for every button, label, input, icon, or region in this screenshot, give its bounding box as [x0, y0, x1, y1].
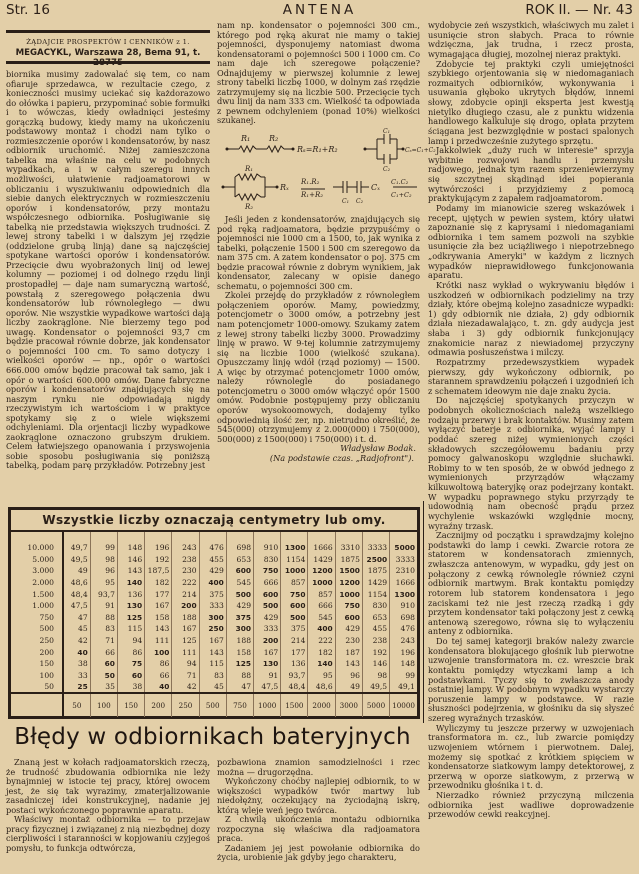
table-cell: 188 [226, 635, 253, 647]
table-cell: 167 [172, 623, 199, 635]
table-cell: 429 [226, 600, 253, 612]
row-label: 750 [11, 612, 63, 624]
table-cell: 1000 [308, 577, 335, 589]
row-label: 250 [11, 635, 63, 647]
table-cell: 99 [390, 670, 417, 682]
formula-cx-numerator: C₁.C₂ [391, 178, 409, 187]
table-cell: 143 [199, 646, 226, 658]
table-cell: 666 [308, 600, 335, 612]
article2-paragraph: Właściwy montaż odbiornika — to przejaw pracy fizycznej i związanej z nią niezbędnej dozy cierpliwości i staranności w kopjowaniu czyjegoś pomysłu, to funkcja odtwórcza, [6, 814, 210, 853]
row-label: 2.000 [11, 577, 63, 589]
table-cell: 42 [63, 635, 90, 647]
table-bottom-row [11, 693, 417, 717]
label-cx: Cₓ [371, 183, 380, 193]
table-cell: 40 [145, 681, 172, 693]
article2-paragraph: Wykończony choćby najlepiej odbiornik, to w większości wypadków twór martwy lub niedołężny, oczekujący na życiodajną iskrę, którą wleje weń jego twórca. [217, 776, 420, 815]
table-cell: 140 [308, 658, 335, 670]
table-cell: 3333 [390, 554, 417, 566]
table-cell: 111 [172, 646, 199, 658]
table-cell: 1500 [335, 565, 362, 577]
label-rx: Rₓ [280, 183, 289, 193]
table-cell: 99 [90, 542, 117, 554]
table-cell: 148 [117, 542, 144, 554]
ad-line-1: ŻĄDAJCIE PROSPEKTÓW I CENNIKÓW z 1. [26, 38, 190, 46]
table-cell: 830 [254, 554, 281, 566]
column-label: 1500 [281, 693, 308, 717]
table-cell: 192 [362, 646, 389, 658]
table-row [11, 554, 417, 566]
column-label: 5000 [362, 693, 389, 717]
article2-title: Błędy w odbiornikach bateryjnych [14, 724, 411, 750]
label-r1-parallel: R₁ [245, 165, 254, 174]
article2-paragraph: Rozpatrzmy przedewszystkiem wypadek pierwszy, gdy wykończony odbiornik, po starannem sprawdzeniu połączeń i uzgodnień ich z schematem ideowym nie daje znaku życia. [428, 356, 634, 396]
article2-paragraph: Podamy im mianowicie szereg wskazówek i recept, ujętych w pewien system, który ułatwi zapoznanie się z kaprysami i niedomaganiami odbiornika i tem samem pozwoli na szybkie usunięcie zła bez uciążliwego i niepotrzebnego „odkrywania Ameryki" w każdym z licznych wypadków nieprawidłowego funkcjonowania aparatu. [428, 202, 634, 281]
table-cell: 238 [172, 554, 199, 566]
table-cell: 3333 [362, 542, 389, 554]
table-row [11, 600, 417, 612]
table-cell: 96 [335, 670, 362, 682]
article2-column-2 [217, 758, 420, 874]
table-row [11, 565, 417, 577]
table-cell: 86 [117, 646, 144, 658]
table-cell: 1300 [281, 542, 308, 554]
values-grid [11, 532, 417, 717]
table-cell: 187 [335, 646, 362, 658]
author-signature: Władysław Bodak. [340, 443, 416, 454]
table-row [11, 670, 417, 682]
table-cell: 125 [172, 635, 199, 647]
table-cell: 375 [199, 588, 226, 600]
table-cell: 429 [335, 623, 362, 635]
table-cell: 38 [117, 681, 144, 693]
table-cell: 1429 [308, 554, 335, 566]
table-cell: 196 [390, 646, 417, 658]
table-cell: 60 [117, 670, 144, 682]
table-cell: 455 [362, 623, 389, 635]
table-cell: 42 [172, 681, 199, 693]
table-cell: 83 [90, 623, 117, 635]
table-cell: 94 [172, 658, 199, 670]
table-cell: 49,5 [362, 681, 389, 693]
article1-paragraph: Zkolei przejdę do przykładów z równoległem połączeniem oporów. Mamy, powiedzmy, potencjometr o 3000 omów, a potrzebny jest nam potencjometr 1000-omowy. Szukamy zatem z lewej strony tabelki liczby 3000. Prowadzimy linję w prawo. W 9-tej kolumnie zatrzymujemy się na liczbie 1000 (wielkość szukana). Opuszczamy linję wdół (rząd poziomy) — 1500. A więc by otrzymać potencjometr 1000 omów, należy równolegle do posiadanego potencjometru o 3000 omów włączyć opór 1500 omów. Podobnie postępujemy przy obliczaniu oporów wysokoomowych, dodajemy tylko odpowiednią ilość zer, np. nietrudno określić, że 545(000) otrzymujemy z 2.000(000) i 750(000), 500(000) z 1500(000) i 750(000) i t. d. [217, 290, 420, 444]
row-label: 1.000 [11, 600, 63, 612]
column-label: 100 [90, 693, 117, 717]
table-cell: 1666 [308, 542, 335, 554]
article2-paragraph: Wyliczymy tu jeszcze przerwy w uzwojeniach transformatora m. cz., lub zwarcie pomiędzy uzwojeniem wtórnem i pierwotnem. Dalej, możemy się spotkać z krótkiem spięciem w kondensatorze siatkowym lampy detektorowej, z przerwą w oporze siatkowym, z przerwą w przewodniku głośnika i t. d. [428, 722, 634, 791]
table-cell: 750 [335, 600, 362, 612]
table-cell: 1000 [335, 588, 362, 600]
table-cell: 33 [63, 670, 90, 682]
table-cell: 25 [63, 681, 90, 693]
table-cell: 48,4 [281, 681, 308, 693]
table-cell: 222 [308, 635, 335, 647]
table-cell: 93,7 [90, 588, 117, 600]
row-label: 200 [11, 646, 63, 658]
row-label: 100 [11, 670, 63, 682]
magazine-title: ANTENA [282, 2, 357, 18]
table-cell: 136 [281, 658, 308, 670]
table-cell: 1875 [335, 554, 362, 566]
article2-column-1 [6, 758, 210, 874]
article2-column-3 [428, 21, 634, 874]
table-cell: 95 [308, 670, 335, 682]
table-cell: 333 [254, 623, 281, 635]
row-label: 10.000 [11, 542, 63, 554]
article2-paragraph: Zacznijmy od początku i sprawdzajmy kolejno podstawki do lamp i cewki. Zwarcie rotora ze statorem w kondensatorach zmiennych, zwłaszcza antenowym, w wypadku, gdy jest on połączony z cewką równolegle również czyni odbiornik martwym. Brak kontaktu pomiędzy rotorem lub statorem kondensatora i jego zaciskami też nie jest rzeczą rzadką i gdy przytem kondensator taki połączony jest z cewką antenową szeregowo, równa się to wyłączeniu anteny z odbiornika. [428, 530, 634, 637]
column-label: 150 [117, 693, 144, 717]
table-title: Wszystkie liczby oznaczają centymetry lub omy. [11, 510, 417, 532]
table-cell: 1000 [281, 565, 308, 577]
table-cell: 91 [254, 670, 281, 682]
article1-column-1 [6, 70, 210, 502]
table-cell: 1429 [362, 577, 389, 589]
table-cell: 230 [172, 565, 199, 577]
table-row [11, 681, 417, 693]
table-cell: 47,5 [254, 681, 281, 693]
table-cell: 1300 [390, 588, 417, 600]
table-spacer-row [11, 532, 417, 542]
table-cell: 48,6 [63, 577, 90, 589]
article2-paragraph: Znaną jest w kołach radjoamatorskich rzeczą, że trudność zbudowania odbiornika nie leży bynajmniej w istocie tej pracy, której owocem jest, że się tak wyrazimy, zmaterjalizowanie zasadniczej idei konstrukcyjnej, nadanie jej postaci wykończonego poprawnie aparatu. [6, 757, 210, 815]
table-cell: 429 [199, 565, 226, 577]
values-table [8, 507, 420, 719]
label-c1-series: C₁ [342, 198, 349, 206]
table-cell: 143 [335, 658, 362, 670]
table-cell: 500 [281, 612, 308, 624]
article2-paragraph: Jakkolwiek „duży ruch w interesie" sprzyja wybitnie rozwojowi handlu i przemysłu radjowego, jednak tym razem sprzeniewierzymy się szczytnej skądinąd idei popierania wytwórczości i przyjdziemy z pomocą praktykującym z zapałem radjoamatorom. [428, 145, 634, 204]
row-label: 3.000 [11, 565, 63, 577]
formula-rs: Rₛ=R₁+R₂ [297, 145, 338, 155]
table-cell: 35 [90, 681, 117, 693]
table-cell: 545 [308, 612, 335, 624]
article2-paragraph: Zdobycie tej praktyki czyli umiejętności szybkiego orjentowania się w niedomaganiach rozmaitych odbiorników, wykonywania i usuwania głęboko ukrytych błędów, innemi słowy, zdobycie opinji eksperta jest kwestją nietylko długiego czasu, ale z punktu widzenia handlowego kalkuluje się drogo, opłata przytem ściągana jest bezwzględnie w postaci spalonych lamp i przedwcześnie zużytego sprzętu. [428, 58, 634, 146]
table-cell: 47 [226, 681, 253, 693]
table-cell: 98 [90, 554, 117, 566]
table-cell: 148 [390, 658, 417, 670]
table-cell: 600 [281, 600, 308, 612]
table-cell: 50 [90, 670, 117, 682]
table-cell: 429 [254, 612, 281, 624]
table-cell: 130 [254, 658, 281, 670]
table-cell: 143 [117, 565, 144, 577]
table-cell: 136 [117, 588, 144, 600]
table-cell: 158 [145, 612, 172, 624]
table-cell: 333 [199, 600, 226, 612]
table-cell: 94 [117, 635, 144, 647]
table-cell: 91 [90, 600, 117, 612]
table-cell: 653 [362, 612, 389, 624]
table-row [11, 623, 417, 635]
table-cell: 750 [281, 588, 308, 600]
table-cell: 88 [226, 670, 253, 682]
source-note: (Na podstawie czas. „Radjofront"). [269, 452, 414, 463]
table-cell: 182 [308, 646, 335, 658]
table-cell: 187,5 [145, 565, 172, 577]
table-cell: 5000 [390, 542, 417, 554]
table-cell: 545 [226, 577, 253, 589]
table-row [11, 635, 417, 647]
label-r2-parallel: R₂ [245, 203, 254, 212]
page-header [6, 2, 633, 20]
table-cell: 196 [145, 542, 172, 554]
table-cell: 49,7 [63, 542, 90, 554]
table-cell: 857 [308, 588, 335, 600]
table-cell: 192 [145, 554, 172, 566]
table-cell: 3310 [335, 542, 362, 554]
label-c2: C₂ [383, 166, 390, 174]
table-cell: 2500 [362, 554, 389, 566]
article2-paragraph: Z chwilą ukończenia montażu odbiornika rozpoczyna się właściwa dla radjoamatora praca. [217, 814, 420, 844]
table-row [11, 577, 417, 589]
table-cell: 500 [254, 600, 281, 612]
table-cell: 250 [199, 623, 226, 635]
column-label: 50 [63, 693, 90, 717]
table-cell: 60 [90, 658, 117, 670]
table-cell: 182 [145, 577, 172, 589]
row-label: 1.500 [11, 588, 63, 600]
table-cell: 243 [172, 542, 199, 554]
table-cell: 40 [63, 646, 90, 658]
table-cell: 125 [226, 658, 253, 670]
table-cell: 47,5 [63, 600, 90, 612]
table-cell: 476 [390, 623, 417, 635]
table-cell: 1666 [390, 577, 417, 589]
table-cell: 375 [281, 623, 308, 635]
table-cell: 600 [254, 588, 281, 600]
table-cell: 857 [281, 577, 308, 589]
label-c2-series: C₂ [356, 198, 363, 206]
formula-rx-denominator: R₁+R₂ [301, 191, 324, 200]
table-cell: 95 [90, 577, 117, 589]
article2-paragraph: Zadaniem jej jest powołanie odbiornika do życia, urobienie jak gdyby jego charakteru, [217, 842, 420, 863]
table-cell: 1200 [335, 577, 362, 589]
ad-line-2: MEGACYKL, Warszawa 28, Bema 91, t. 28775 [15, 48, 201, 68]
table-cell: 214 [172, 588, 199, 600]
table-cell: 140 [117, 577, 144, 589]
table-cell: 698 [390, 612, 417, 624]
table-cell: 243 [390, 635, 417, 647]
column-label: 200 [145, 693, 172, 717]
table-cell: 222 [172, 577, 199, 589]
table-row [11, 658, 417, 670]
table-cell: 200 [172, 600, 199, 612]
table-cell: 115 [117, 623, 144, 635]
table-cell: 1154 [362, 588, 389, 600]
table-cell: 49,5 [63, 554, 90, 566]
resistor-r1-symbol [239, 146, 256, 152]
column-divider [423, 501, 424, 723]
article1-paragraph: Jeśli jeden z kondensatorów, znajdujących się pod ręką radjoamatora, będzie przypuśćmy o pojemności nie 1000 cm a 1500, to, jak wynika z tabelki, połączenie 1500 i 500 cm szeregowo da nam 375 cm. A zatem kondensator o poj. 375 cm będzie pracował równie z dobrym wynikiem, jak kondensator, zalecany w opisie danego schematu, o pojemności 300 cm. [217, 214, 420, 291]
article2-paragraph: pozbawiona znamion samodzielności i rzec można — drugorzędna. [217, 757, 420, 777]
table-cell: 66 [90, 646, 117, 658]
table-cell: 49,1 [390, 681, 417, 693]
article2-paragraph: Do najczęściej spotykanych przyczyn w podobnych okolicznościach należą wszelkiego rodzaju przerwy i brak kontaktów. Musimy zatem wyłączyć baterje z odbiornika, wyjąć lampy i poddać szereg niżej wymienionych części składowych szczegółowemu badaniu przy pomocy galwanoskopu względnie słuchawki. Robimy to w ten sposób, że w obwód jednego z wymienionych przyrządów włączamy kilkuwoltową bateryjkę oraz podejrzany kontakt. W wypadku poprawnego styku przyrządy te udowodnią nam obecność prądu przez wychylenie wskazówki względnie mocny, wyraźny trzask. [428, 395, 634, 531]
table-cell: 167 [254, 646, 281, 658]
circuit-diagram [217, 128, 436, 212]
table-cell: 476 [199, 542, 226, 554]
table-cell: 200 [254, 635, 281, 647]
table-cell: 45 [199, 681, 226, 693]
table-row [11, 646, 417, 658]
table-row [11, 588, 417, 600]
table-cell: 1200 [308, 565, 335, 577]
table-cell: 83 [199, 670, 226, 682]
table-cell: 125 [117, 612, 144, 624]
table-cell: 666 [254, 577, 281, 589]
page-number: Str. 16 [6, 2, 50, 18]
table-cell: 300 [199, 612, 226, 624]
table-cell: 500 [226, 588, 253, 600]
article2-paragraph: Do tej samej kategorji braków należy zwarcie kondensatora blokującego głośnik lub pierwotne uzwojenie transformatora m. cz. wreszcie brak kontaktu pomiędzy wtyczkami lamp a ich podstawkami. Tyczy się to zwłaszcza anody ostatniej lampy. W podobnym wypadku wystarczy poruszenie lampy w podstawce. W razie słuszności podejrzenia, w głośniku da się słyszeć szereg wyraźnych trzasków. [428, 636, 634, 723]
article2-paragraph: Krótki nasz wykład o wykrywaniu błędów i uszkodzeń w odbiornikach podzielimy na trzy działy, które obejmą kolejno zasadnicze wypadki: 1) gdy odbiornik nie działa, 2) gdy odbiornik działa niezadawalająco, t. zn. gdy audycja jest słaba i 3) gdy odbiornik funkcjonujący znakomicie naraz z niewiadomej przyczyny odmawia posłuszeństwa i milczy. [428, 279, 634, 358]
column-label: 250 [172, 693, 199, 717]
table-cell: 2310 [390, 565, 417, 577]
table-cell: 230 [335, 635, 362, 647]
formula-rx-numerator: R₁.R₂ [301, 178, 320, 187]
table-cell: 45 [63, 623, 90, 635]
row-label: 5.000 [11, 554, 63, 566]
table-cell: 143 [145, 623, 172, 635]
table-cell: 238 [362, 635, 389, 647]
table-cell: 1154 [281, 554, 308, 566]
table-cell: 115 [199, 658, 226, 670]
table-cell: 400 [308, 623, 335, 635]
article2-paragraph: Nierzadko również przyczyną milczenia odbiornika jest wadliwe doprowadzenie przewodów cewki reakcyjnej. [428, 790, 634, 820]
column-label: 500 [199, 693, 226, 717]
table-cell: 75 [117, 658, 144, 670]
table-cell: 1875 [362, 565, 389, 577]
issue-number: ROK II. — Nr. 43 [525, 2, 633, 18]
formula-cs: Cₛ=C₁+C₂ [405, 147, 436, 155]
table-cell: 98 [362, 670, 389, 682]
table-cell: 750 [254, 565, 281, 577]
label-r2: R₂ [269, 134, 279, 144]
table-cell: 698 [226, 542, 253, 554]
table-cell: 146 [117, 554, 144, 566]
column-label: 3000 [335, 693, 362, 717]
table-row [11, 612, 417, 624]
table-cell: 653 [226, 554, 253, 566]
table-cell: 167 [199, 635, 226, 647]
article2-paragraph: wydobycie zeń wszystkich, właściwych mu zalet i usunięcie stron słabych. Praca to równie wdzięczna, jak trudna, i rzecz prosta, wymagająca długiej, mozolnej nieraz praktyki. [428, 20, 634, 59]
row-label: 50 [11, 681, 63, 693]
table-cell: 455 [199, 554, 226, 566]
article1-text: biornika musimy zadowalać się tem, co nam ofiaruje sprzedawca, w rezultacie czego, z konieczności musimy uciekać się każdorazowo do ołówka i papieru, przypominać sobie formułki i to wówczas, kiedy owładnięci jesteśmy gorączką budowy, kiedy mamy na ukończeniu podstawowy montaż i chodzi nam tylko o rozmieszczenie oporów i kondensatorów, by nasz odbiornik uruchomić. Niżej zamieszczona tabelka ma właśnie na celu w podobnych wypadkach, a i w całym szeregu innych możliwości, ułatwienie radjoamatorowi w obliczaniu i wyszukiwaniu odpowiednich dla siebie danych elektrycznych w rozmieszczeniu oporów i kondensatorów, przy montażu współczesnego odbiornika. Posługiwanie się tabelką nie przedstawia większych trudności. Z lewej strony tabelki i w dalszym jej rzędzie (oddzielone grubą linją) dane są najczęściej spotykane wartości oporów i kondensatorów. Przecięcie dwu wyobrażonych linij od lewej kolumny — poziomej i od dolnego rzędu linji prostopadłej — daje nam sumaryczną wartość, powstałą z szeregowego połączenia dwu kondensatorów lub równoległego — dwu oporów. Nie wszystkie wypadkowe wartości dają liczby zaokrąglone. Nie bierzemy tego pod uwagę. Kondensator o pojemności 93,7 cm będzie pracował równie dobrze, jak kondensator o pojemności 100 cm. To samo dotyczy i wielkości oporów — np., opór o wartości 666.000 omów będzie pracował tak samo, jak i opór o wartości 600.000 omów. Dane fabryczne oporów i kondensatorów znajdujących się na naszym rynku nie odpowiadają nigdy rzeczywistym ich wartościom i w praktyce spotykamy się z o wiele większemi odchyleniami. Dla orjentacji liczby wypadkowe zaokrąglone oznaczono grubszym drukiem. Celem łatwiejszego opanowania i przyswojenia sobie sposobu posługiwania się poniższą tabelką, podam parę przykładów. Potrzebny jest [6, 69, 210, 471]
table-cell: 167 [145, 600, 172, 612]
table-cell: 48,6 [308, 681, 335, 693]
table-cell: 111 [145, 635, 172, 647]
column-label: 10000 [390, 693, 417, 717]
column-label: 750 [226, 693, 253, 717]
table-cell: 66 [145, 670, 172, 682]
table-cell: 910 [254, 542, 281, 554]
table-cell: 100 [145, 646, 172, 658]
table-cell: 300 [226, 623, 253, 635]
resistor-r2-symbol [267, 146, 284, 152]
table-cell: 71 [172, 670, 199, 682]
table-cell: 188 [172, 612, 199, 624]
row-label: 500 [11, 623, 63, 635]
table-cell: 48,4 [63, 588, 90, 600]
table-cell: 910 [390, 600, 417, 612]
column-label: 2000 [308, 693, 335, 717]
table-cell: 93,7 [281, 670, 308, 682]
article1-paragraph: nam np. kondensator o pojemności 300 cm., którego pod ręką akurat nie mamy o takiej pojemności, dysponujemy natomiast dwoma kondensatorami o pojemności 500 i 1000 cm. Co nam daje ich szeregowe połączenie? Odnajdujemy w pierwszej kolumnie z lewej strony tabelki liczbę 1000, w dolnym zaś rzędzie zatrzymujemy się na liczbie 500. Przecięcie tych dwu linij da nam 333 cm. Wielkość ta odpowiada z pewnem odchyleniem (ponad 10%) wielkości szukanej. [217, 20, 420, 126]
table-cell: 88 [90, 612, 117, 624]
label-c1: C₁ [383, 128, 390, 136]
table-cell: 830 [362, 600, 389, 612]
table-row [11, 542, 417, 554]
table-cell: 47 [63, 612, 90, 624]
table-cell: 49 [335, 681, 362, 693]
label-r1: R₁ [241, 134, 251, 144]
table-cell: 130 [117, 600, 144, 612]
table-cell: 177 [145, 588, 172, 600]
table-cell: 177 [281, 646, 308, 658]
table-cell: 158 [226, 646, 253, 658]
advertisement [6, 30, 210, 68]
table-cell: 214 [281, 635, 308, 647]
table-cell: 146 [362, 658, 389, 670]
table-cell: 375 [226, 612, 253, 624]
table-cell: 600 [335, 612, 362, 624]
table-cell: 38 [63, 658, 90, 670]
table-cell: 400 [199, 577, 226, 589]
table-cell: 96 [90, 565, 117, 577]
column-label: 1000 [254, 693, 281, 717]
table-cell: 86 [145, 658, 172, 670]
formula-cx-denominator: C₁+C₂ [391, 191, 412, 200]
article1-column-2 [217, 20, 436, 502]
table-cell: 49 [63, 565, 90, 577]
table-cell: 600 [226, 565, 253, 577]
row-label: 150 [11, 658, 63, 670]
table-cell: 71 [90, 635, 117, 647]
formula-diagram [217, 128, 436, 212]
